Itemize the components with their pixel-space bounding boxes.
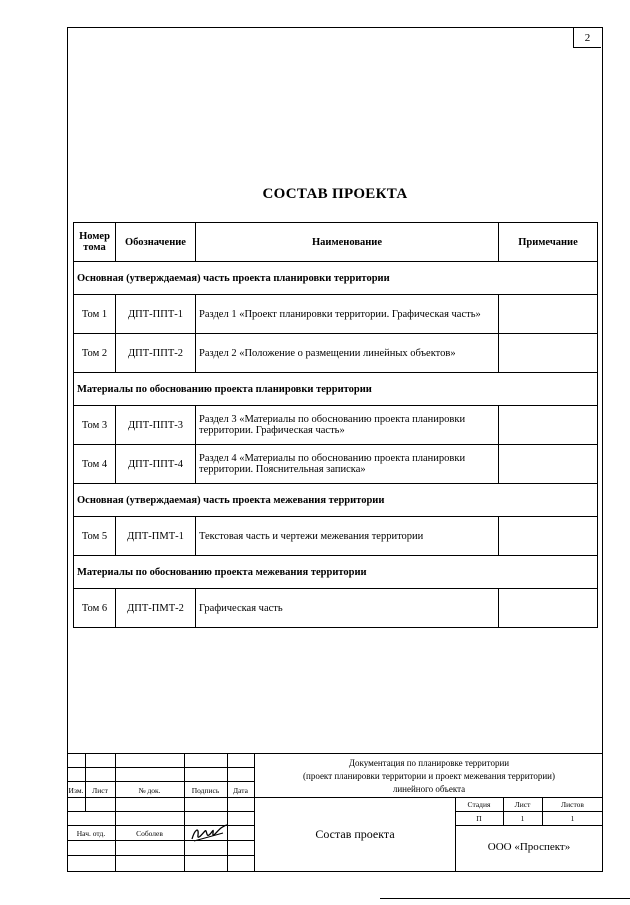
section-heading-row: [74, 262, 598, 295]
code-cell: ДПТ-ППТ-1: [116, 295, 196, 334]
table-row: [74, 295, 598, 334]
stamp-grid-line: [115, 753, 116, 872]
section-heading-row: [74, 556, 598, 589]
col-list-label: Лист: [92, 786, 108, 795]
col-izm-label: Изм.: [68, 786, 84, 795]
organization-name: ООО «Проспект»: [487, 841, 571, 853]
note-cell: [499, 517, 598, 556]
section-heading-row: [74, 373, 598, 406]
table-row: [74, 589, 598, 628]
stamp-grid-line: [67, 767, 254, 768]
name-cell: Графическая часть: [196, 589, 499, 628]
name-cell: Текстовая часть и чертежи межевания территории: [196, 517, 499, 556]
sheet-value: 1: [520, 814, 525, 823]
name-cell: Раздел 2 «Положение о размещении линейных объектов»: [196, 334, 499, 373]
note-cell: [499, 406, 598, 445]
signature-icon: [189, 819, 229, 847]
sheets-label: Листов: [561, 800, 584, 809]
stamp-grid-line: [227, 753, 228, 872]
stamp-doc-line1: Документация по планировке территории: [348, 758, 510, 768]
stamp-grid-line: [67, 811, 254, 812]
section-heading: Основная (утверждаемая) часть проекта планировки территории: [74, 262, 598, 295]
note-cell: [499, 334, 598, 373]
col-date-label: Дата: [233, 786, 248, 795]
name-cell: Раздел 1 «Проект планировки территории. Графическая часть»: [196, 295, 499, 334]
note-cell: [499, 589, 598, 628]
volume-cell: Том 5: [74, 517, 116, 556]
volume-cell: Том 4: [74, 445, 116, 484]
col-sign-label: Подпись: [191, 786, 220, 795]
bottom-rule: [380, 898, 630, 899]
code-cell: ДПТ-ППТ-3: [116, 406, 196, 445]
volume-cell: Том 6: [74, 589, 116, 628]
volume-cell: Том 2: [74, 334, 116, 373]
stamp-doc-line3: линейного объекта: [392, 784, 466, 794]
stage-label: Стадия: [467, 800, 491, 809]
stamp-grid-line: [67, 797, 603, 798]
header-name: Наименование: [196, 223, 499, 262]
table-row: [74, 334, 598, 373]
stamp-grid-line: [184, 753, 185, 872]
page-title: СОСТАВ ПРОЕКТА: [262, 186, 408, 202]
sheet-title: Состав проекта: [315, 827, 395, 841]
stamp-doc-line2: (проект планировки территории и проект межевания территории): [303, 771, 555, 781]
stamp-grid-line: [455, 811, 603, 812]
stamp-top-line: [67, 753, 603, 754]
stamp-grid-line: [455, 825, 603, 826]
table-row: [74, 406, 598, 445]
col-doc-label: № док.: [138, 786, 161, 795]
sheets-value: 1: [570, 814, 575, 823]
stamp-grid-line: [67, 781, 254, 782]
header-note: Примечание: [499, 223, 598, 262]
person-name: Соболев: [136, 829, 163, 838]
name-cell: Раздел 4 «Материалы по обоснованию проекта планировки территории. Пояснительная записка»: [196, 445, 499, 484]
code-cell: ДПТ-ПМТ-2: [116, 589, 196, 628]
note-cell: [499, 445, 598, 484]
note-cell: [499, 295, 598, 334]
role-label: Нач. отд.: [76, 829, 106, 838]
name-cell: Раздел 3 «Материалы по обоснованию проекта планировки территории. Графическая часть»: [196, 406, 499, 445]
stage-value: П: [476, 814, 482, 823]
code-cell: ДПТ-ППТ-2: [116, 334, 196, 373]
section-heading-row: [74, 484, 598, 517]
volume-cell: Том 3: [74, 406, 116, 445]
sheet-label: Лист: [514, 800, 531, 809]
section-heading: Материалы по обоснованию проекта планировки территории: [74, 373, 598, 406]
table-row: [74, 445, 598, 484]
stamp-grid-line: [85, 753, 86, 811]
section-heading: Материалы по обоснованию проекта межевания территории: [74, 556, 598, 589]
page-number: 2: [573, 28, 601, 48]
stamp-grid-line: [67, 855, 254, 856]
title-block: [67, 753, 603, 872]
code-cell: ДПТ-ППТ-4: [116, 445, 196, 484]
header-volume: Номер тома: [74, 223, 116, 262]
header-code: Обозначение: [116, 223, 196, 262]
section-heading: Основная (утверждаемая) часть проекта межевания территории: [74, 484, 598, 517]
table-row: [74, 517, 598, 556]
composition-table: [73, 222, 598, 628]
volume-cell: Том 1: [74, 295, 116, 334]
code-cell: ДПТ-ПМТ-1: [116, 517, 196, 556]
